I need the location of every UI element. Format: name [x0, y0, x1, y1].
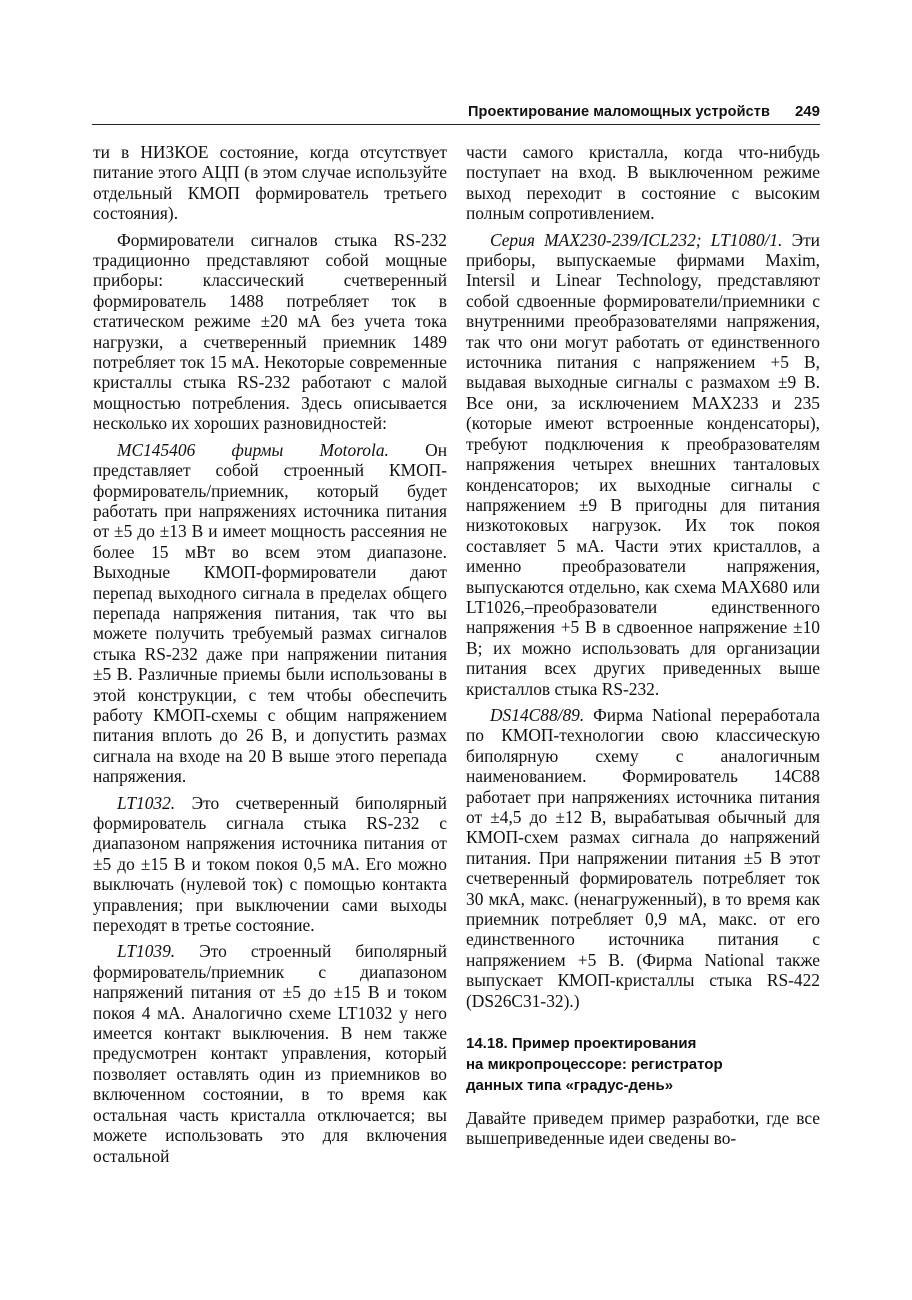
paragraph-body: Это счетверенный биполярный формирователь сигнала стыка RS-232 с диапазоном напряжения источника питания от ±5 до ±15 В и током покоя 0,5 мА. Его можно выключать (нулевой ток) с помощью контакта управления; при выключении сами выходы переходят в третье состояние.	[93, 792, 447, 936]
paragraph	[466, 230, 820, 699]
paragraph: Давайте приведем пример разработки, где все вышеприведенные идеи сведены во-	[466, 1108, 820, 1149]
paragraph-lead: Серия MAX230-239/ICL232; LT1080/1.	[490, 229, 783, 250]
paragraph-lead: LT1039.	[117, 941, 176, 962]
section-heading-line: на микропроцессоре: регистратор	[466, 1056, 723, 1074]
paragraph	[466, 705, 820, 1011]
paragraph-body: Фирма National переработала по КМОП-технологии свою классическую биполярную схему с аналогичным наименованием. Формирователь 14C88 работает при напряжениях источника питания от ±4,5 до ±12 В, вырабатывая обычный для КМОП-схем размах сигнала до напряжений питания. При напряжении питания ±5 В этот счетверенный формирователь потребляет ток 30 мкА, макс. (ненагруженный), в то время как приемник потребляет 0,9 мА, макс. от его единственного источника питания с напряжением +5 В. (Фирма National также выпускает КМОП-кристаллы стыка RS-422 (DS26C31-32).)	[466, 704, 820, 1011]
paragraph-body: Это строенный биполярный формирователь/приемник с диапазоном напряжений питания от ±5 до ±15 В и током покоя 4 мА. Аналогично схеме LT1032 у него имеется контакт выключения. В нем также предусмотрен контакт управления, который позволяет оставлять один из приемников во включенном состоянии, в то время как остальная часть кристалла отключается; вы можете использовать это для включения остальной	[93, 941, 447, 1166]
paragraph-lead: LT1032.	[117, 792, 176, 813]
paragraph	[93, 941, 447, 1165]
section-heading	[466, 1033, 820, 1096]
page-number: 249	[794, 103, 820, 120]
paragraph	[93, 793, 447, 936]
paragraph-body: Он представляет собой строенный КМОП-формирователь/приемник, который будет работать при напряжениях источника питания от ±5 до ±13 В и имеет мощность рассеяния не более 15 мВт во всем этом диапазоне. Выходные КМОП-формирователи дают перепад выходного сигнала в пределах общего перепада напряжения питания, так что вы можете получить требуемый размах сигналов стыка RS-232 даже при напряжении питания ±5 В. Различные приемы были использованы в этой конструкции, с тем чтобы обеспечить работу КМОП-схемы с общим напряжением питания вплоть до 26 В, и допустить размах сигнала на входе на 20 В выше этого перепада напряжения.	[93, 439, 447, 787]
paragraph: Формирователи сигналов стыка RS-232 традиционно представляют собой мощные приборы: классический счетверенный формирователь 1488 потребляет ток в статическом режиме ±20 мА без учета тока нагрузки, а счетверенный приемник 1489 потребляет ток 15 мА. Некоторые современные кристаллы стыка RS-232 работают с малой мощностью потребления. Здесь описывается несколько их хороших разновидностей:	[93, 229, 447, 434]
paragraph-lead: DS14C88/89.	[490, 704, 585, 725]
paragraph: части самого кристалла, когда что-нибудь поступает на вход. В выключенном режиме выход переходит в состояние с высоким полным сопротивлением.	[466, 142, 820, 224]
section-heading-line: 14.18. Пример проектирования	[466, 1035, 697, 1053]
paragraph	[93, 440, 447, 787]
left-column	[93, 142, 447, 1172]
paragraph-lead: MC145406 фирмы Motorola.	[117, 439, 389, 460]
running-header-title: Проектирование маломощных устройств	[468, 104, 770, 120]
paragraph-body: Эти приборы, выпускаемые фирмами Maxim, Intersil и Linear Technology, представляют собой сдвоенные формирователи/приемники с внутренними преобразователями напряжения, так что они могут работать от единственного источника питания с напряжением +5 В, выдавая выходные сигналы с размахом ±9 В. Все они, за исключением MAX233 и 235 (которые имеют встроенные конденсаторы), требуют подключения к преобразователям напряжения четырех внешних танталовых конденсаторов; их выходные сигналы с напряжением ±9 В пригодны для питания низкотоковых нагрузок. Их ток покоя составляет 5 мА. Части этих кристаллов, а именно преобразователи напряжения, выпускаются отдельно, как схема MAX680 или LT1026,–преобразователи единственного напряжения +5 В в сдвоенное напряжение ±10 В; их можно использовать для организации питания всех других приведенных выше кристаллов стыка RS-232.	[466, 229, 820, 699]
right-column	[466, 142, 820, 1155]
section-heading-line: данных типа «градус-день»	[466, 1077, 674, 1095]
paragraph: ти в НИЗКОЕ состояние, когда отсутствует питание этого АЦП (в этом случае используйте отдельный КМОП формирователь третьего состояния).	[93, 142, 447, 224]
running-header	[92, 102, 820, 125]
